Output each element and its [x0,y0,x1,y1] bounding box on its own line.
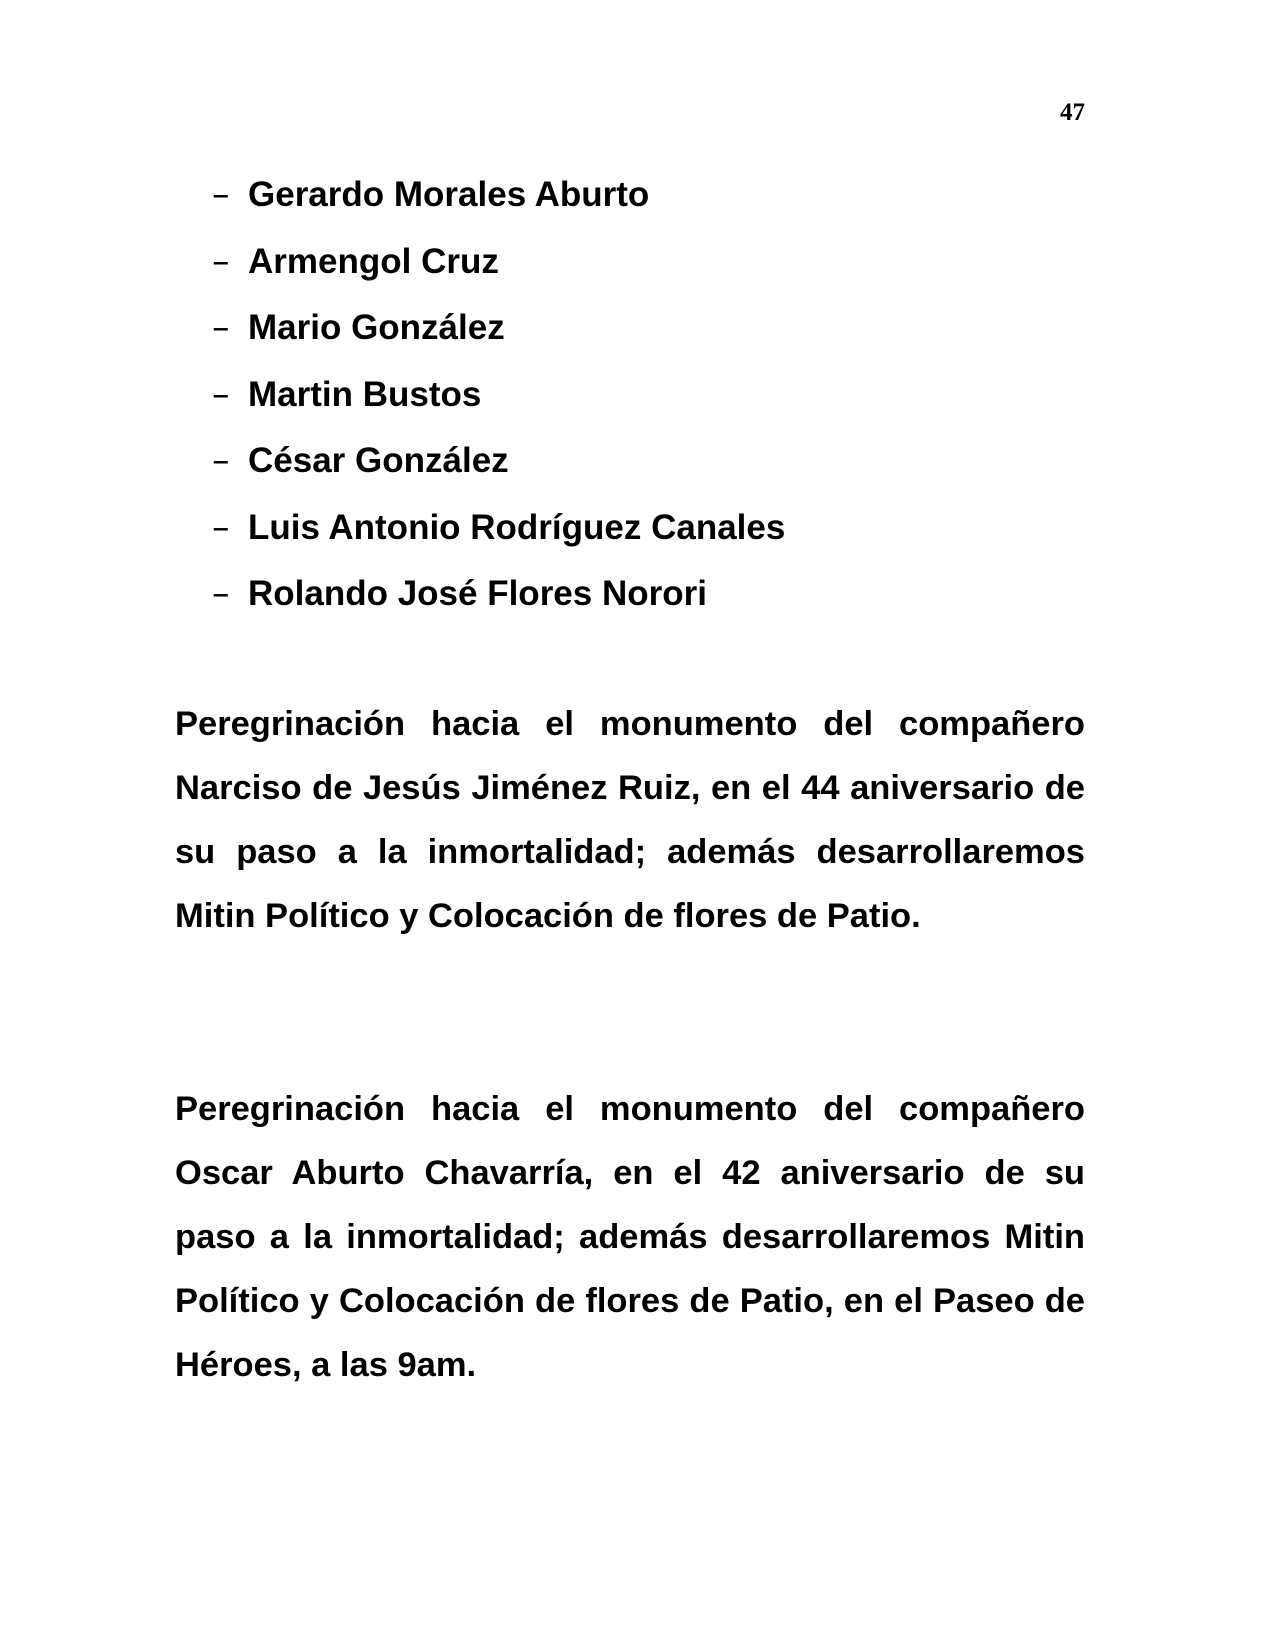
list-item-text: Rolando José Flores Norori [248,574,707,613]
list-item-text: Mario González [248,308,505,347]
dash-bullet: – [212,175,230,215]
list-item-text: Martin Bustos [248,374,482,414]
dash-bullet: – [212,507,230,548]
list-item [212,508,785,575]
list-item [212,308,785,375]
list-item [212,242,785,309]
name-list [212,175,785,641]
dash-bullet: – [212,241,230,282]
list-item [212,441,785,508]
paragraph-narciso: Peregrinación hacia el monumento del compañero Narciso de Jesús Jiménez Ruiz, en el 44 aniversario de su paso a la inmortalidad; además desarrollaremos Mitin Político y Colocación de flores de Patio. [175,705,1085,935]
list-item [212,574,785,641]
page-number: 47 [1060,99,1085,126]
list-item [212,375,785,442]
list-item-text: César González [248,441,509,480]
list-item-text: Armengol Cruz [248,241,499,281]
dash-bullet: – [212,574,230,614]
dash-bullet: – [212,308,230,348]
list-item [212,175,785,242]
dash-bullet: – [212,374,230,415]
list-item-text: Luis Antonio Rodríguez Canales [248,507,786,547]
list-item-text: Gerardo Morales Aburto [248,175,650,214]
paragraph-oscar: Peregrinación hacia el monumento del compañero Oscar Aburto Chavarría, en el 42 aniversario de su paso a la inmortalidad; además desarrollaremos Mitin Político y Colocación de flores de Patio, en el Paseo de Héroes, a las 9am. [175,1090,1085,1384]
dash-bullet: – [212,441,230,481]
